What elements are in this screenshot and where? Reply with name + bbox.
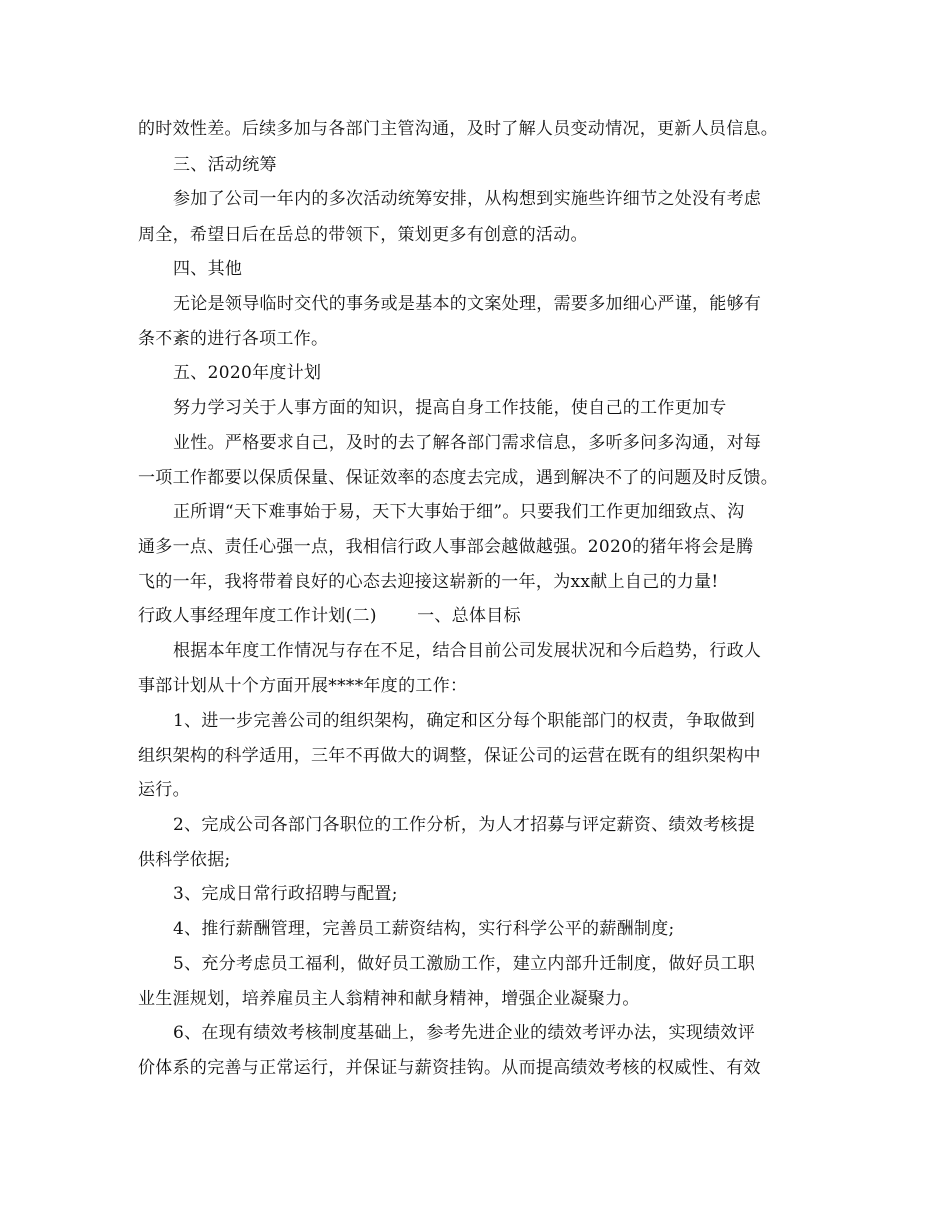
paragraph-line: 周全，希望日后在岳总的带领下，策划更多有创意的活动。 (138, 225, 588, 245)
list-item: 1、进一步完善公司的组织架构，确定和区分每个职能部门的权责，争取做到 (173, 711, 756, 731)
document-subtitle: 行政人事经理年度工作计划(二) 一、总体目标 (138, 606, 521, 626)
section-heading: 三、活动统筹 (173, 155, 277, 175)
paragraph-line: 条不紊的进行各项工作。 (138, 329, 329, 349)
paragraph-line: 一项工作都要以保质保量、保证效率的态度去完成，遇到解决不了的问题及时反馈。 (138, 468, 779, 488)
section-heading: 五、2020年度计划 (173, 363, 322, 383)
paragraph-line: 参加了公司一年内的多次活动统筹安排，从构想到实施些许细节之处没有考虑 (173, 189, 762, 209)
paragraph-line: 根据本年度工作情况与存在不足，结合目前公司发展状况和今后趋势，行政人 (173, 641, 762, 661)
paragraph-line: 无论是领导临时交代的事务或是基本的文案处理，需要多加细心严谨，能够有 (173, 294, 762, 314)
paragraph-line: 飞的一年，我将带着良好的心态去迎接这崭新的一年，为xx献上自己的力量! (138, 572, 719, 592)
paragraph-line: 组织架构的科学适用，三年不再做大的调整，保证公司的运营在既有的组织架构中 (138, 746, 761, 766)
paragraph-line: 通多一点、责任心强一点，我相信行政人事部会越做越强。2020的猪年将会是腾 (138, 537, 754, 557)
list-item: 6、在现有绩效考核制度基础上，参考先进企业的绩效考评办法，实现绩效评 (173, 1023, 756, 1043)
section-heading: 四、其他 (173, 259, 243, 279)
list-item: 2、完成公司各部门各职位的工作分析，为人才招募与评定薪资、绩效考核提 (173, 815, 756, 835)
paragraph-line: 事部计划从十个方面开展****年度的工作： (138, 676, 468, 696)
paragraph-line: 供科学依据; (138, 850, 231, 870)
list-item: 5、充分考虑员工福利，做好员工激励工作，建立内部升迁制度，做好员工职 (173, 954, 756, 974)
paragraph-line: 运行。 (138, 780, 190, 800)
paragraph-line: 正所谓“天下难事始于易，天下大事始于细”。只要我们工作更加细致点、沟 (173, 502, 745, 522)
list-item: 3、完成日常行政招聘与配置; (173, 884, 398, 904)
paragraph-line: 业生涯规划，培养雇员主人翁精神和献身精神，增强企业凝聚力。 (138, 989, 640, 1009)
paragraph-line: 努力学习关于人事方面的知识，提高自身工作技能，使自己的工作更加专 (173, 398, 727, 418)
paragraph-line: 的时效性差。后续多加与各部门主管沟通，及时了解人员变动情况，更新人员信息。 (138, 119, 779, 139)
paragraph-line: 价体系的完善与正常运行，并保证与薪资挂钩。从而提高绩效考核的权威性、有效 (138, 1058, 761, 1078)
list-item: 4、推行薪酬管理，完善员工薪资结构，实行科学公平的薪酬制度; (173, 919, 675, 939)
paragraph-line: 业性。严格要求自己，及时的去了解各部门需求信息，多听多问多沟通，对每 (173, 433, 762, 453)
